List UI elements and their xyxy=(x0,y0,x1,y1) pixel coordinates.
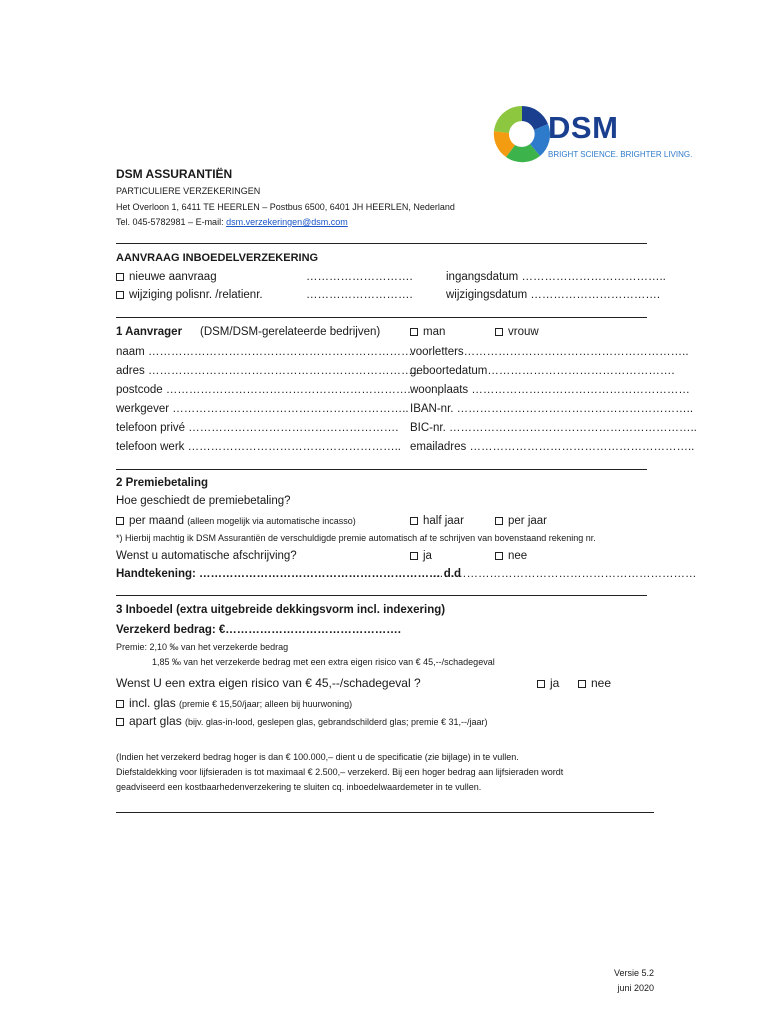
own-risk-yes-option[interactable] xyxy=(537,677,559,689)
auto-debit-question: Wenst u automatische afschrijving? xyxy=(116,550,297,562)
version-date: juni 2020 xyxy=(617,983,654,993)
mandate-text: *) Hierbij machtig ik DSM Assurantiën de verschuldigde premie automatisch af te schrijven van bovenstaand rekening nr. xyxy=(116,533,596,543)
note-line-3: geadviseerd een kostbaarhedenverzekering te sluiten cq. inboedelwaardemeter in te vullen. xyxy=(116,782,482,792)
change-policy-label: wijziging polisnr. /relatienr. xyxy=(129,289,263,301)
glass-note: (premie € 15,50/jaar; alleen bij huurwoning) xyxy=(179,699,353,709)
own-risk-no-option[interactable] xyxy=(578,677,611,689)
checkbox-per-year[interactable] xyxy=(495,517,503,525)
art-glass-label: apart glas xyxy=(129,714,182,728)
contact-line xyxy=(116,218,348,227)
contents-heading: 3 Inboedel (extra uitgebreide dekkingsvorm incl. indexering) xyxy=(116,604,446,616)
gender-female-option[interactable] xyxy=(495,327,539,339)
premium-rate-1: Premie: 2,10 ‰ van het verzekerde bedrag xyxy=(116,642,289,652)
auto-no-label: nee xyxy=(508,550,528,562)
new-request-option[interactable] xyxy=(116,272,217,284)
auto-debit-yes-option[interactable] xyxy=(410,551,432,563)
company-name: DSM ASSURANTIËN xyxy=(116,167,233,181)
monthly-label: per maand xyxy=(129,515,184,527)
applicant-heading: 1 Aanvrager xyxy=(116,326,183,338)
per-year-option[interactable] xyxy=(495,516,547,528)
checkbox-female[interactable] xyxy=(495,328,503,336)
field-bic[interactable]: BIC-nr. ……………………………………………………….. xyxy=(410,422,697,434)
note-line-2: Diefstaldekking voor lijfsieraden is tot maximaal € 2.500,– verzekerd. Bij een hoger bedrag aan lijfsieraden wordt xyxy=(116,767,564,777)
note-line-1: (Indien het verzekerd bedrag hoger is dan € 100.000,– dient u de specificatie (zie bijlage) in te vullen. xyxy=(116,752,519,762)
divider xyxy=(116,243,647,244)
request-title: AANVRAAG INBOEDELVERZEKERING xyxy=(116,252,319,264)
art-glass-option[interactable] xyxy=(116,715,488,727)
field-initials[interactable]: voorletters………………………………………………….. xyxy=(410,346,689,358)
checkbox-change-policy[interactable] xyxy=(116,291,124,299)
divider xyxy=(116,595,647,596)
checkbox-risk-yes[interactable] xyxy=(537,680,545,688)
contact-phone: Tel. 045-5782981 – E-mail: xyxy=(116,217,227,227)
field-birthdate[interactable]: geboortedatum…………………………………………. xyxy=(410,365,675,377)
checkbox-art-glass[interactable] xyxy=(116,718,124,726)
premium-rate-2: 1,85 ‰ van het verzekerde bedrag met een extra eigen risico van € 45,--/schadegeval xyxy=(152,657,495,667)
female-label: vrouw xyxy=(508,326,539,338)
checkbox-auto-yes[interactable] xyxy=(410,552,418,560)
policy-number-dots[interactable]: ………………………. xyxy=(306,289,413,301)
field-employer[interactable]: werkgever …………………………………………………….. xyxy=(116,403,409,415)
half-year-label: half jaar xyxy=(423,515,464,527)
monthly-option[interactable] xyxy=(116,516,356,528)
insured-amount-field[interactable]: Verzekerd bedrag: €………………………………………. xyxy=(116,624,401,636)
checkbox-new-request[interactable] xyxy=(116,273,124,281)
checkbox-risk-no[interactable] xyxy=(578,680,586,688)
signature-field[interactable]: Handtekening: ……………………………………………………… d.d xyxy=(116,568,461,580)
gender-male-option[interactable] xyxy=(410,327,445,339)
divider xyxy=(116,812,654,813)
change-date-field[interactable]: wijzigingsdatum ……………………………. xyxy=(446,289,661,301)
own-risk-question: Wenst U een extra eigen risico van € 45,--/schadegeval ? xyxy=(116,676,421,690)
risk-no-label: nee xyxy=(591,676,612,690)
checkbox-monthly[interactable] xyxy=(116,517,124,525)
male-label: man xyxy=(423,326,446,338)
half-year-option[interactable] xyxy=(410,516,464,528)
version-label: Versie 5.2 xyxy=(613,968,654,978)
risk-yes-label: ja xyxy=(550,676,560,690)
field-name[interactable]: naam …………………………………………………………… xyxy=(116,346,413,358)
field-postcode[interactable]: postcode ………………………………………………………. xyxy=(116,384,411,396)
field-iban[interactable]: IBAN-nr. …………………………………………………….. xyxy=(410,403,694,415)
checkbox-glass[interactable] xyxy=(116,700,124,708)
glass-label: incl. glas xyxy=(129,696,176,710)
auto-debit-no-option[interactable] xyxy=(495,551,527,563)
new-request-label: nieuwe aanvraag xyxy=(129,271,217,283)
field-phone-private[interactable]: telefoon privé ………………………………………………. xyxy=(116,422,399,434)
new-request-dots[interactable]: ………………………. xyxy=(306,271,413,283)
auto-yes-label: ja xyxy=(423,550,432,562)
signature-date-field[interactable]: …………………………………………………………… xyxy=(432,568,697,580)
applicant-subheading: (DSM/DSM-gerelateerde bedrijven) xyxy=(200,326,381,338)
checkbox-male[interactable] xyxy=(410,328,418,336)
field-city[interactable]: woonplaats ………………………………………………… xyxy=(410,384,690,396)
logo-brand: DSM xyxy=(548,110,619,145)
monthly-note: (alleen mogelijk via automatische incasso) xyxy=(187,516,356,526)
address: Het Overloon 1, 6411 TE HEERLEN – Postbus 6500, 6401 JH HEERLEN, Nederland xyxy=(116,202,455,212)
glass-option[interactable] xyxy=(116,697,352,709)
divider xyxy=(116,469,647,470)
divider xyxy=(116,317,647,318)
premium-heading: 2 Premiebetaling xyxy=(116,477,209,489)
per-year-label: per jaar xyxy=(508,515,547,527)
checkbox-auto-no[interactable] xyxy=(495,552,503,560)
checkbox-half-year[interactable] xyxy=(410,517,418,525)
email-link[interactable]: dsm.verzekeringen@dsm.com xyxy=(226,217,348,227)
department: PARTICULIERE VERZEKERINGEN xyxy=(116,186,261,196)
premium-question: Hoe geschiedt de premiebetaling? xyxy=(116,495,291,507)
field-address[interactable]: adres …………………………………………………………….. xyxy=(116,365,419,377)
change-policy-option[interactable] xyxy=(116,290,263,302)
art-glass-note: (bijv. glas-in-lood, geslepen glas, gebrandschilderd glas; premie € 31,--/jaar) xyxy=(185,717,488,727)
logo-tagline: BRIGHT SCIENCE. BRIGHTER LIVING. xyxy=(548,150,693,159)
field-phone-work[interactable]: telefoon werk ……………………………………………….. xyxy=(116,441,401,453)
field-email[interactable]: emailadres ………………………………………………….. xyxy=(410,441,695,453)
start-date-field[interactable]: ingangsdatum ……………………………….. xyxy=(446,271,666,283)
